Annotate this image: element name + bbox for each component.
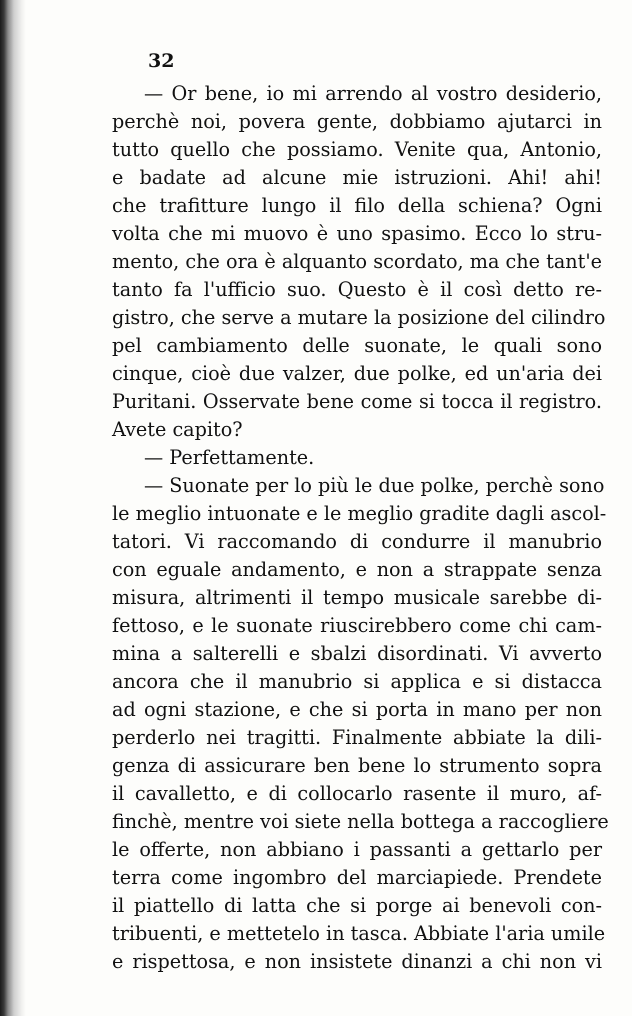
text-line: misura, altrimenti il tempo musicale sarebbe di- — [112, 586, 602, 609]
text-line: fettoso, e le suonate riuscirebbero come chi cam- — [112, 614, 602, 637]
text-line: mento, che ora è alquanto scordato, ma che tant'e — [112, 250, 602, 273]
text-line: il piattello di latta che si porge ai benevoli con- — [112, 894, 602, 917]
text-line: che trafitture lungo il filo della schiena? Ogni — [112, 194, 602, 217]
page-number: 32 — [148, 50, 175, 72]
text-line: — Or bene, io mi arrendo al vostro desiderio, — [144, 82, 602, 105]
text-line: perchè noi, povera gente, dobbiamo ajutarci in — [112, 110, 602, 133]
text-line: con eguale andamento, e non a strappate senza — [112, 558, 602, 581]
book-binding-shadow — [0, 0, 26, 1016]
text-line: perderlo nei tragitti. Finalmente abbiate la dili- — [112, 726, 602, 749]
text-line: tutto quello che possiamo. Venite qua, Antonio, — [112, 138, 602, 161]
text-line: — Perfettamente. — [144, 446, 315, 469]
text-line: genza di assicurare ben bene lo strumento sopra — [112, 754, 602, 777]
text-line: e rispettosa, e non insistete dinanzi a chi non vi — [112, 950, 602, 973]
text-line: tatori. Vi raccomando di condurre il manubrio — [112, 530, 602, 553]
text-line: e badate ad alcune mie istruzioni. Ahi! ahi! — [112, 166, 602, 189]
text-line: tanto fa l'ufficio suo. Questo è il così detto re- — [112, 278, 602, 301]
text-line: ancora che il manubrio si applica e si distacca — [112, 670, 602, 693]
text-line: mina a salterelli e sbalzi disordinati. Vi avverto — [112, 642, 602, 665]
text-line: le meglio intuonate e le meglio gradite dagli ascol- — [112, 502, 607, 525]
text-line: terra come ingombro del marciapiede. Prendete — [112, 866, 602, 889]
text-line: cinque, cioè due valzer, due polke, ed un'aria dei — [112, 362, 602, 385]
text-line: — Suonate per lo più le due polke, perchè sono — [144, 474, 605, 497]
text-line: volta che mi muovo è uno spasimo. Ecco lo stru- — [112, 222, 602, 245]
text-line: il cavalletto, e di collocarlo rasente il muro, af- — [112, 782, 602, 805]
page-body-text — [112, 80, 609, 976]
text-line: pel cambiamento delle suonate, le quali sono — [112, 334, 602, 357]
text-line: tribuenti, e mettetelo in tasca. Abbiate l'aria umile — [112, 922, 606, 945]
text-line: le offerte, non abbiano i passanti a gettarlo per — [112, 838, 602, 861]
text-line: Puritani. Osservate bene come si tocca il registro. — [112, 390, 602, 413]
text-line: gistro, che serve a mutare la posizione del cilindro — [112, 306, 606, 329]
text-line: finchè, mentre voi siete nella bottega a raccogliere — [112, 810, 609, 833]
text-line: Avete capito? — [112, 418, 243, 441]
text-line: ad ogni stazione, e che si porta in mano per non — [112, 698, 602, 721]
